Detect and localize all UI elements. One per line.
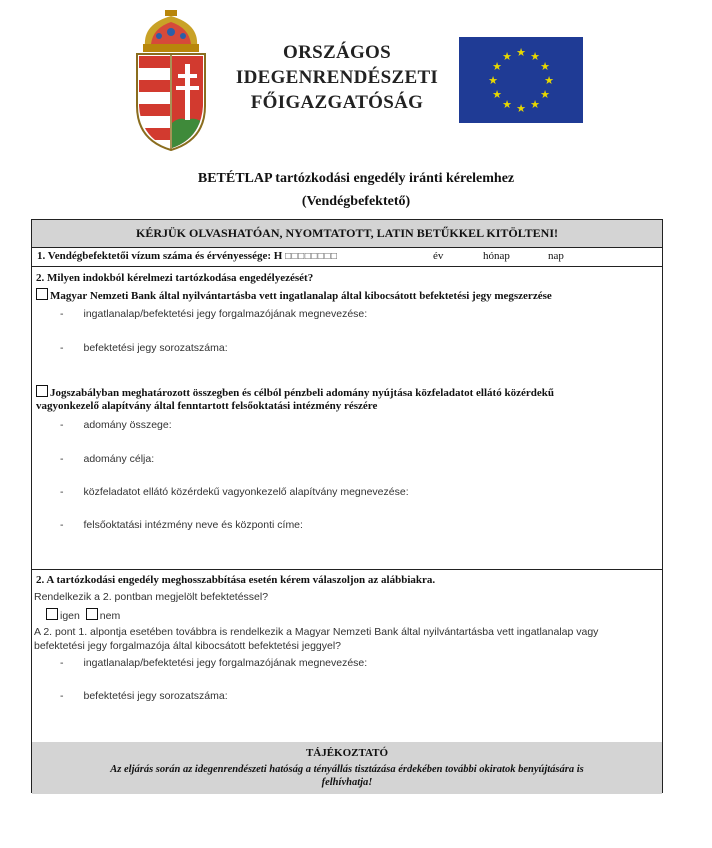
form-subtitle: (Vendégbefektető) xyxy=(301,194,411,209)
svg-text:★: ★ xyxy=(488,74,498,87)
extension-investment-question: Rendelkezik a 2. pontban megjelölt befektetéssel? xyxy=(34,591,269,603)
visa-number-boxes[interactable]: □□□□□□□□ xyxy=(285,251,338,262)
eu-flag-icon xyxy=(459,37,583,123)
notice-box xyxy=(32,742,662,794)
svg-text:★: ★ xyxy=(540,60,550,73)
notice-text: Az eljárás során az idegenrendészeti hatóság a tényállás tisztázása érdekében további okiratok benyújtására is felhívhatja! xyxy=(110,764,584,788)
form-title: BETÉTLAP tartózkodási engedély iránti kérelemhez xyxy=(197,171,515,186)
donation-checkbox[interactable] xyxy=(36,385,48,397)
application-form xyxy=(31,219,663,793)
visa-number-row xyxy=(32,247,662,267)
svg-text:★: ★ xyxy=(492,60,502,73)
instruction-banner: KÉRJÜK OLVASHATÓAN, NYOMTATOTT, LATIN BETŰKKEL KITÖLTENI! xyxy=(32,220,662,248)
institution-name-label: felsőoktatási intézmény neve és központi címe: xyxy=(83,519,303,531)
extension-answer-options xyxy=(46,608,120,622)
reason-option-donation xyxy=(36,385,554,399)
agency-name-line1: ORSZÁGOS xyxy=(283,42,391,63)
no-label: nem xyxy=(99,610,121,622)
hungarian-coat-of-arms-icon xyxy=(131,6,211,154)
agency-name xyxy=(224,40,450,115)
investment-distributor-label: ingatlanalap/befektetési jegy forgalmazójának megnevezése: xyxy=(83,308,368,320)
investment-option-label: Magyar Nemzeti Bank által nyilvántartásba vett ingatlanalap által kibocsátott befektetési jegy megszerzése xyxy=(50,290,552,302)
extension-fund-question-line2: befektetési jegy forgalmazója által kibocsátott befektetési jeggyel? xyxy=(34,640,342,652)
reason-option-investment xyxy=(36,288,552,302)
notice-heading: TÁJÉKOZTATÓ xyxy=(305,747,389,759)
extension-fund-question-line1: A 2. pont 1. alpontja esetében továbbra is rendelkezik a Magyar Nemzeti Bank által nyilvántartásba vett ingatlanalap vagy xyxy=(34,626,599,638)
visa-month-label: hónap xyxy=(483,250,510,262)
yes-label: igen xyxy=(60,610,80,622)
reason-question: 2. Milyen indokból kérelmezi tartózkodása engedélyezését? xyxy=(36,272,314,284)
institution-name-field[interactable]: - felsőoktatási intézmény neve és központi címe: xyxy=(60,519,303,531)
donation-option-label-line1: Jogszabályban meghatározott összegben és célból pénzbeli adomány nyújtása közfeladatot ellátó közérdekű xyxy=(50,387,554,399)
svg-text:★: ★ xyxy=(492,88,502,101)
agency-name-line3: FŐIGAZGATÓSÁG xyxy=(250,92,424,113)
svg-text:★: ★ xyxy=(530,98,540,111)
yes-checkbox[interactable] xyxy=(46,608,58,620)
donation-purpose-field[interactable]: - adomány célja: xyxy=(60,453,155,465)
reason-section xyxy=(32,266,662,570)
investment-serial-label: befektetési jegy sorozatszáma: xyxy=(83,342,228,354)
foundation-name-label: közfeladatot ellátó közérdekű vagyonkezelő alapítvány megnevezése: xyxy=(83,486,409,498)
extension-question: 2. A tartózkodási engedély meghosszabbítása esetén kérem válaszoljon az alábbiakra. xyxy=(36,574,436,586)
svg-text:★: ★ xyxy=(530,50,540,63)
investment-serial-field[interactable]: - befektetési jegy sorozatszáma: xyxy=(60,342,228,354)
visa-number-label xyxy=(37,247,337,266)
svg-text:★: ★ xyxy=(516,102,526,115)
investment-distributor-field[interactable]: - ingatlanalap/befektetési jegy forgalmazójának megnevezése: xyxy=(60,308,368,320)
svg-text:★: ★ xyxy=(540,88,550,101)
svg-text:★: ★ xyxy=(502,50,512,63)
donation-option-label-line2: vagyonkezelő alapítvány által fenntartott felsőoktatási intézmény részére xyxy=(36,400,378,412)
donation-amount-label: adomány összege: xyxy=(83,419,172,431)
svg-text:★: ★ xyxy=(544,74,554,87)
extension-section xyxy=(32,569,662,743)
agency-name-line2: IDEGENRENDÉSZETI xyxy=(235,67,439,88)
extension-distributor-label: ingatlanalap/befektetési jegy forgalmazójának megnevezése: xyxy=(83,657,368,669)
visa-day-label: nap xyxy=(548,250,564,262)
visa-year-label: év xyxy=(433,250,444,262)
letterhead xyxy=(0,0,712,160)
no-checkbox[interactable] xyxy=(86,608,98,620)
extension-serial-field[interactable]: - befektetési jegy sorozatszáma: xyxy=(60,690,228,702)
foundation-name-field[interactable]: - közfeladatot ellátó közérdekű vagyonkezelő alapítvány megnevezése: xyxy=(60,486,409,498)
donation-purpose-label: adomány célja: xyxy=(83,453,155,465)
svg-text:★: ★ xyxy=(516,46,526,59)
donation-amount-field[interactable]: - adomány összege: xyxy=(60,419,172,431)
visa-number-label-text: 1. Vendégbefektetői vízum száma és érvényessége: H xyxy=(37,250,283,262)
investment-checkbox[interactable] xyxy=(36,288,48,300)
extension-serial-label: befektetési jegy sorozatszáma: xyxy=(83,690,228,702)
extension-distributor-field[interactable]: - ingatlanalap/befektetési jegy forgalmazójának megnevezése: xyxy=(60,657,368,669)
svg-text:★: ★ xyxy=(502,98,512,111)
